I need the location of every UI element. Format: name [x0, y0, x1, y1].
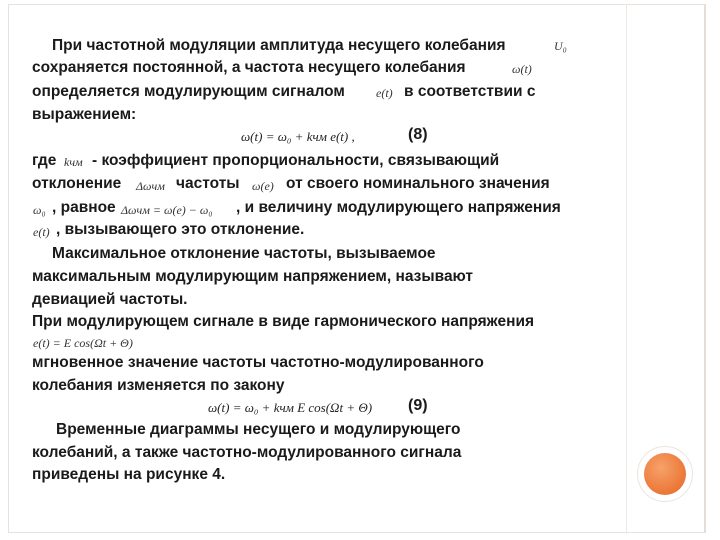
text-line: , вызывающего это отклонение. — [56, 221, 305, 238]
text-line: колебания изменяется по закону — [32, 377, 285, 394]
text-line: , и величину модулирующего напряжения — [236, 199, 561, 216]
formula-inline: ω₀ — [33, 203, 46, 217]
formula-inline: e(t) — [33, 225, 50, 239]
text-line: При частотной модуляции амплитуда несущего колебания — [52, 37, 506, 54]
text-line: определяется модулирующим сигналом — [32, 83, 345, 100]
formula-inline: Δωчм = ω(e) − ω₀ — [121, 203, 213, 217]
text-line: сохраняется постоянной, а частота несущего колебания — [32, 59, 466, 76]
text-line: приведены на рисунке 4. — [32, 466, 226, 483]
formula-inline: U₀ — [554, 39, 567, 53]
equation-number-9: (9) — [408, 397, 428, 414]
text-line: девиацией частоты. — [32, 291, 188, 308]
text-line: частоты — [176, 175, 240, 192]
text-line: в соответствии с — [404, 83, 536, 100]
equation-9: ω(t) = ω₀ + kчм E cos(Ωt + Θ) — [208, 400, 373, 415]
formula-inline: Δωчм — [136, 179, 165, 193]
formula-inline: ω(e) — [252, 179, 274, 193]
text-line: от своего номинального значения — [286, 175, 550, 192]
decorative-orange-circle — [644, 453, 686, 495]
formula-inline: ω(t) — [512, 62, 532, 76]
text-line: максимальным модулирующим напряжением, называют — [32, 268, 474, 285]
decorative-circle-ring — [637, 446, 693, 502]
text-line: При модулирующем сигнале в виде гармонического напряжения — [32, 313, 535, 330]
text-line: где — [32, 152, 57, 169]
text-line: - коэффициент пропорциональности, связывающий — [92, 152, 500, 169]
text-line: отклонение — [32, 175, 122, 192]
text-line: Временные диаграммы несущего и модулирующего — [56, 421, 461, 438]
text-line: колебаний, а также частотно-модулированного сигнала — [32, 444, 462, 461]
text-line: мгновенное значение частоты частотно-модулированного — [32, 354, 484, 371]
formula-inline: e(t) = E cos(Ωt + Θ) — [33, 336, 133, 350]
formula-inline: kчм — [64, 155, 83, 169]
text-line: , равное — [52, 199, 116, 216]
text-line: выражением: — [32, 106, 137, 123]
text-line: Максимальное отклонение частоты, вызываемое — [52, 245, 436, 262]
equation-number-8: (8) — [408, 126, 428, 143]
formula-inline: e(t) — [376, 86, 393, 100]
equation-8: ω(t) = ω₀ + kчм e(t) , — [241, 129, 355, 144]
